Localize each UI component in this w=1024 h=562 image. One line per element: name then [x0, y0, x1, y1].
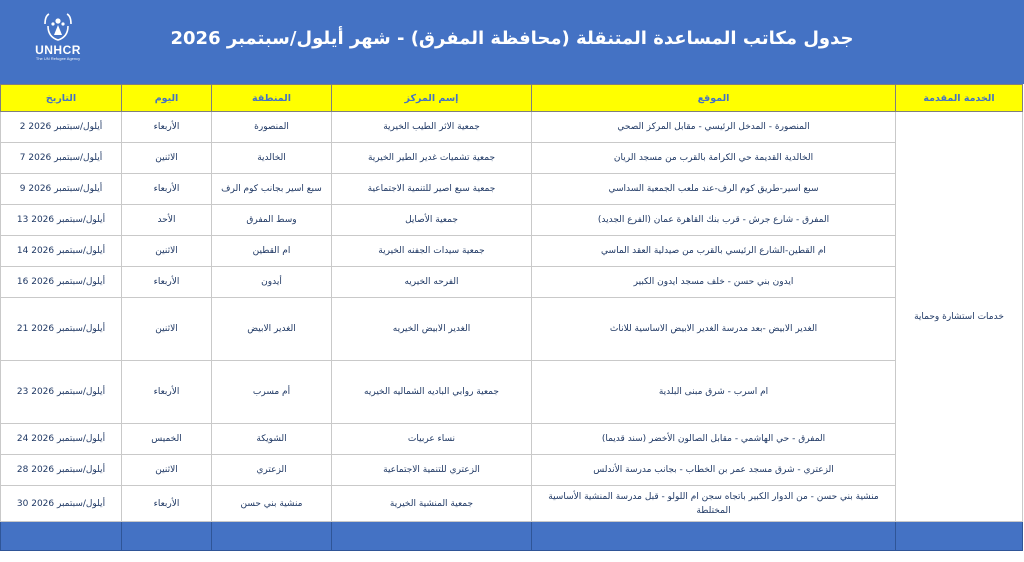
- table-row: [1, 486, 1023, 522]
- location-cell: الزعتري - شرق مسجد عمر بن الخطاب - بجانب مدرسة الأندلس: [532, 455, 896, 486]
- day-cell: الاثنين: [122, 455, 212, 486]
- center-cell: الغدير الابيض الخيريه: [332, 298, 532, 361]
- location-cell: المفرق - شارع جرش - قرب بنك القاهرة عمان (الفرع الجديد): [532, 205, 896, 236]
- table-footer-row: [1, 522, 1023, 551]
- location-cell: ايدون بني حسن - خلف مسجد ايدون الكبير: [532, 267, 896, 298]
- center-cell: جمعية سبع اصير للتنمية الاجتماعية: [332, 174, 532, 205]
- unhcr-emblem-icon: [41, 12, 75, 42]
- region-cell: الغدير الابيض: [212, 298, 332, 361]
- date-cell: 7 أيلول/سبتمبر 2026: [1, 143, 122, 174]
- column-header-service: الخدمة المقدمة: [896, 85, 1023, 112]
- column-header-location: الموقع: [532, 85, 896, 112]
- center-cell: جمعية الأصايل: [332, 205, 532, 236]
- day-cell: الأربعاء: [122, 112, 212, 143]
- date-cell: 24 أيلول/سبتمبر 2026: [1, 424, 122, 455]
- day-cell: الاثنين: [122, 143, 212, 174]
- footer-cell: [122, 522, 212, 551]
- region-cell: ام القطين: [212, 236, 332, 267]
- center-cell: جمعية المنشية الخيرية: [332, 486, 532, 522]
- date-cell: 23 أيلول/سبتمبر 2026: [1, 361, 122, 424]
- table-row: [1, 143, 1023, 174]
- region-cell: المنصورة: [212, 112, 332, 143]
- location-cell: المفرق - حي الهاشمي - مقابل الصالون الأخضر (سند قديما): [532, 424, 896, 455]
- location-cell: منشية بني حسن - من الدوار الكبير باتجاه سجن ام اللولو - قبل مدرسة المنشية الأساسية المختلطة: [532, 486, 896, 522]
- location-cell: سبع اسير-طريق كوم الرف-عند ملعب الجمعية السداسي: [532, 174, 896, 205]
- footer-cell: [212, 522, 332, 551]
- date-cell: 16 أيلول/سبتمبر 2026: [1, 267, 122, 298]
- region-cell: وسط المفرق: [212, 205, 332, 236]
- table-row: [1, 455, 1023, 486]
- date-cell: 30 أيلول/سبتمبر 2026: [1, 486, 122, 522]
- table-row: [1, 236, 1023, 267]
- logo-wordmark: UNHCR: [35, 43, 81, 57]
- date-cell: 28 أيلول/سبتمبر 2026: [1, 455, 122, 486]
- footer-cell: [532, 522, 896, 551]
- unhcr-logo: [22, 12, 94, 68]
- region-cell: الشويكة: [212, 424, 332, 455]
- footer-cell: [896, 522, 1023, 551]
- location-cell: ام اسرب - شرق مبنى البلدية: [532, 361, 896, 424]
- footer-cell: [1, 522, 122, 551]
- region-cell: سبع اسير بجانب كوم الرف: [212, 174, 332, 205]
- region-cell: أم مسرب: [212, 361, 332, 424]
- schedule-table: [0, 84, 1023, 551]
- table-row: [1, 174, 1023, 205]
- location-cell: ام القطين-الشارع الرئيسي بالقرب من صيدلية العقد الماسي: [532, 236, 896, 267]
- date-cell: 2 أيلول/سبتمبر 2026: [1, 112, 122, 143]
- table-row: [1, 205, 1023, 236]
- day-cell: الأربعاء: [122, 174, 212, 205]
- page-title: جدول مكاتب المساعدة المتنقلة (محافظة المفرق) - شهر أيلول/سبتمبر 2026: [170, 28, 854, 49]
- table-row: [1, 424, 1023, 455]
- region-cell: الخالدية: [212, 143, 332, 174]
- table-header-row: [1, 85, 1023, 112]
- center-cell: جمعية سيدات الجفنه الخيرية: [332, 236, 532, 267]
- page-header: [0, 0, 1024, 84]
- table-row: [1, 112, 1023, 143]
- day-cell: الأربعاء: [122, 267, 212, 298]
- center-cell: جمعية تشميات غدير الطير الخيرية: [332, 143, 532, 174]
- region-cell: منشية بني حسن: [212, 486, 332, 522]
- day-cell: الاثنين: [122, 236, 212, 267]
- region-cell: أيدون: [212, 267, 332, 298]
- table-row: [1, 267, 1023, 298]
- logo-tagline: The UN Refugee Agency: [35, 56, 81, 61]
- table-row: [1, 298, 1023, 361]
- location-cell: الغدير الابيض -بعد مدرسة الغدير الابيض الاساسية للاناث: [532, 298, 896, 361]
- service-cell: خدمات استشارة وحماية: [896, 112, 1023, 522]
- date-cell: 14 أيلول/سبتمبر 2026: [1, 236, 122, 267]
- date-cell: 21 أيلول/سبتمبر 2026: [1, 298, 122, 361]
- center-cell: الزعتري للتنمية الاجتماعية: [332, 455, 532, 486]
- day-cell: الأربعاء: [122, 486, 212, 522]
- day-cell: الاثنين: [122, 298, 212, 361]
- column-header-date: التاريخ: [1, 85, 122, 112]
- day-cell: الخميس: [122, 424, 212, 455]
- column-header-center: إسم المركز: [332, 85, 532, 112]
- day-cell: الأربعاء: [122, 361, 212, 424]
- column-header-day: اليوم: [122, 85, 212, 112]
- region-cell: الزعتري: [212, 455, 332, 486]
- date-cell: 9 أيلول/سبتمبر 2026: [1, 174, 122, 205]
- column-header-region: المنطقة: [212, 85, 332, 112]
- center-cell: الفرحه الخيريه: [332, 267, 532, 298]
- footer-cell: [332, 522, 532, 551]
- table-row: [1, 361, 1023, 424]
- location-cell: الخالدية القديمة حي الكرامة بالقرب من مسجد الريان: [532, 143, 896, 174]
- center-cell: نساء عربيات: [332, 424, 532, 455]
- center-cell: جمعية الاثر الطيب الخيرية: [332, 112, 532, 143]
- date-cell: 13 أيلول/سبتمبر 2026: [1, 205, 122, 236]
- day-cell: الأحد: [122, 205, 212, 236]
- center-cell: جمعية روابي الباديه الشماليه الخيريه: [332, 361, 532, 424]
- location-cell: المنصورة - المدخل الرئيسي - مقابل المركز الصحي: [532, 112, 896, 143]
